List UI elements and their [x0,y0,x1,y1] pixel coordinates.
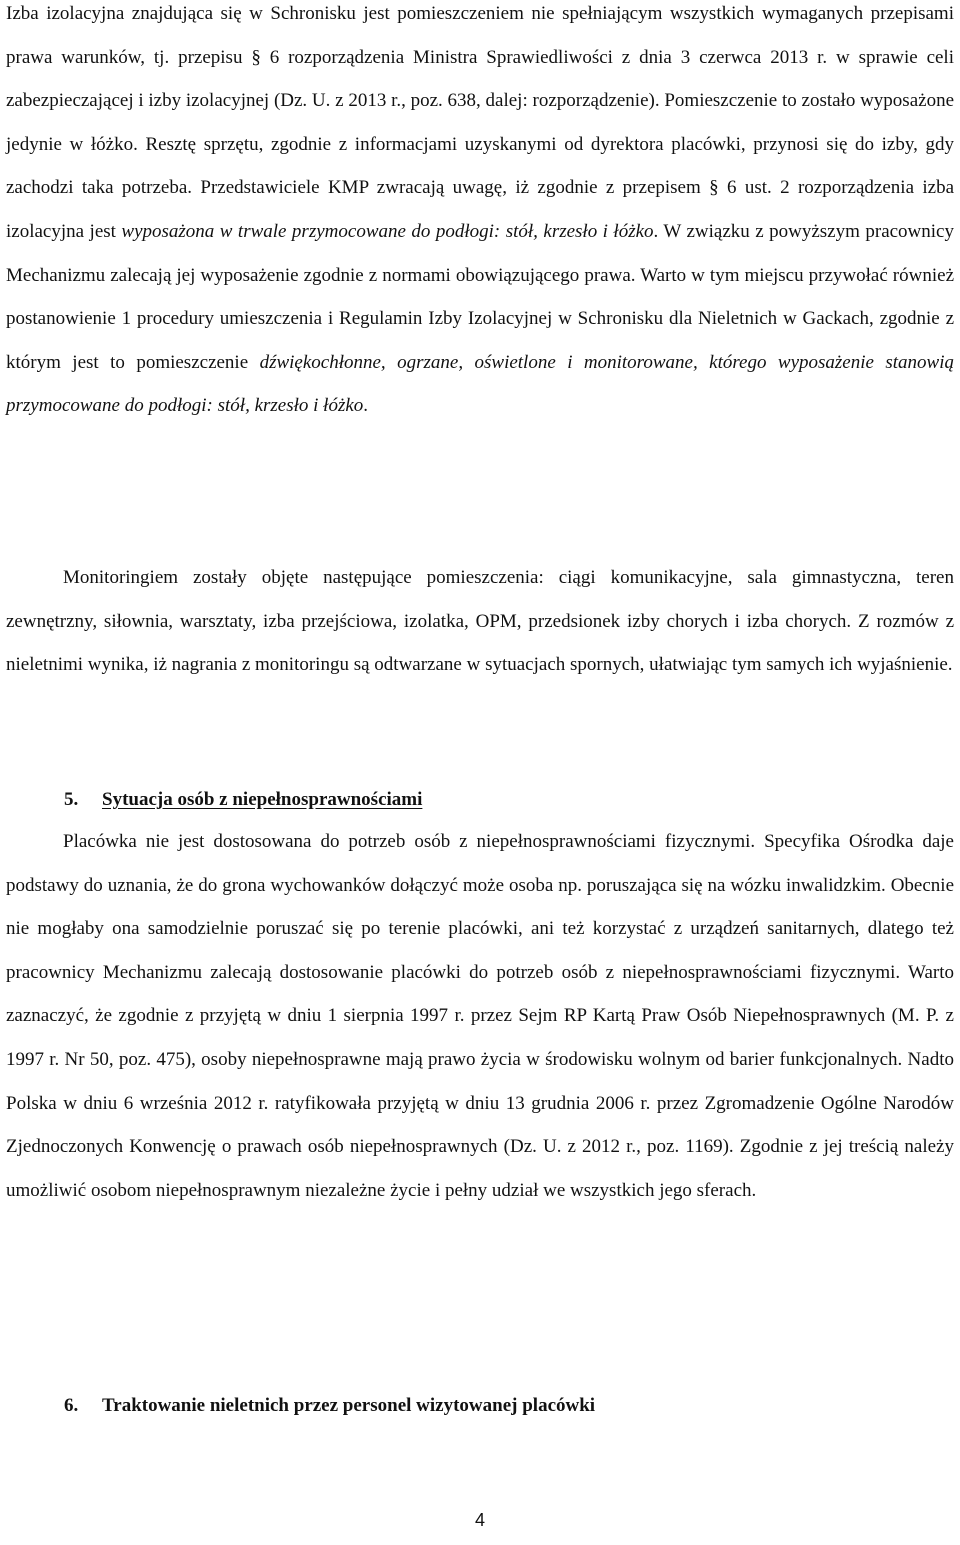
section-number: 5. [64,789,79,810]
paragraph-disabilities: Placówka nie jest dostosowana do potrzeb osób z niepełnosprawnościami fizycznymi. Specyfika Ośrodka daje podstawy do uznania, że do grona wychowanków dołączyć może osoba np. poruszająca się na wózku inwalidzkim. Obecnie nie mogłaby ona samodzielnie poruszać się po terenie placówki, ani też korzystać z urządzeń sanitarnych, dlatego też pracownicy Mechanizmu zalecają dostosowanie placówki do potrzeb osób z niepełnosprawnościami fizycznymi. Warto zaznaczyć, że zgodnie z przyjętą w dniu 1 sierpnia 1997 r. przez Sejm RP Kartą Praw Osób Niepełnosprawnych (M. P. z 1997 r. Nr 50, poz. 475), osoby niepełnosprawne mają prawo życia w środowisku wolnym od barier funkcjonalnych. Nadto Polska w dniu 6 września 2012 r. ratyfikowała przyjętą w dniu 13 grudnia 2006 r. przez Zgromadzenie Ogólne Narodów Zjednoczonych Konwencję o prawach osób niepełnosprawnych (Dz. U. z 2012 r., poz. 1169). Zgodnie z jej treścią należy umożliwić osobom niepełnosprawnym niezależne życie i pełny udział we wszystkich jego sferach. [6,831,954,1201]
section-title: Traktowanie nieletnich przez personel wizytowanej placówki [102,1395,596,1416]
paragraph-text: . [363,395,369,417]
italic-quote: dźwiękochłonne, ogrzane, oświetlone i monitorowane, którego wyposażenie stanowią przymocowane do podłogi: stół, krzesło i łóżko [6,351,954,417]
section-number: 6. [64,1395,79,1416]
paragraph-text: Izba izolacyjna znajdująca się w Schronisku jest pomieszczeniem nie spełniającym wszystkich wymaganych przepisami prawa warunków, tj. przepisu § 6 rozporządzenia Ministra Sprawiedliwości z dnia 3 czerwca 2013 r. w sprawie celi zabezpieczającej i izby izolacyjnej (Dz. U. z 2013 r., poz. 638, dalej: rozporządzenie). Pomieszczenie to zostało wyposażone jedynie w łóżko. Resztę sprzętu, zgodnie z informacjami uzyskanymi od dyrektora placówki, przynosi się do izby, gdy zachodzi taka potrzeba. Przedstawiciele KMP zwracają uwagę, iż zgodnie z przepisem § 6 ust. 2 rozporządzenia izba izolacyjna jest [6,3,955,242]
italic-quote: wyposażona w trwale przymocowane do podłogi: stół, krzesło i łóżko [121,220,654,242]
page-number: 4 [474,1510,485,1530]
section-heading-6 [64,1384,595,1427]
paragraph-isolation-room [6,0,954,428]
section-title: Sytuacja osób z niepełnosprawnościami [102,789,423,810]
paragraph-text: . W związku z powyższym pracownicy Mechanizmu zalecają jej wyposażenie zgodnie z normami obowiązującego prawa. Warto w tym miejscu przywołać również postanowienie 1 procedury umieszczenia i Regulamin Izby Izolacyjnej w Schronisku dla Nieletnich w Gackach, zgodnie z którym jest to pomieszczenie [6,220,954,373]
paragraph-monitoring: Monitoringiem zostały objęte następujące pomieszczenia: ciągi komunikacyjne, sala gimnastyczna, teren zewnętrzny, siłownia, warsztaty, izba przejściowa, izolatka, OPM, przedsionek izby chorych i izba chorych. Z rozmów z nieletnimi wynika, iż nagrania z monitoringu są odtwarzane w sytuacjach spornych, ułatwiając tym samych ich wyjaśnienie. [6,567,954,676]
section-heading-5 [64,778,422,821]
